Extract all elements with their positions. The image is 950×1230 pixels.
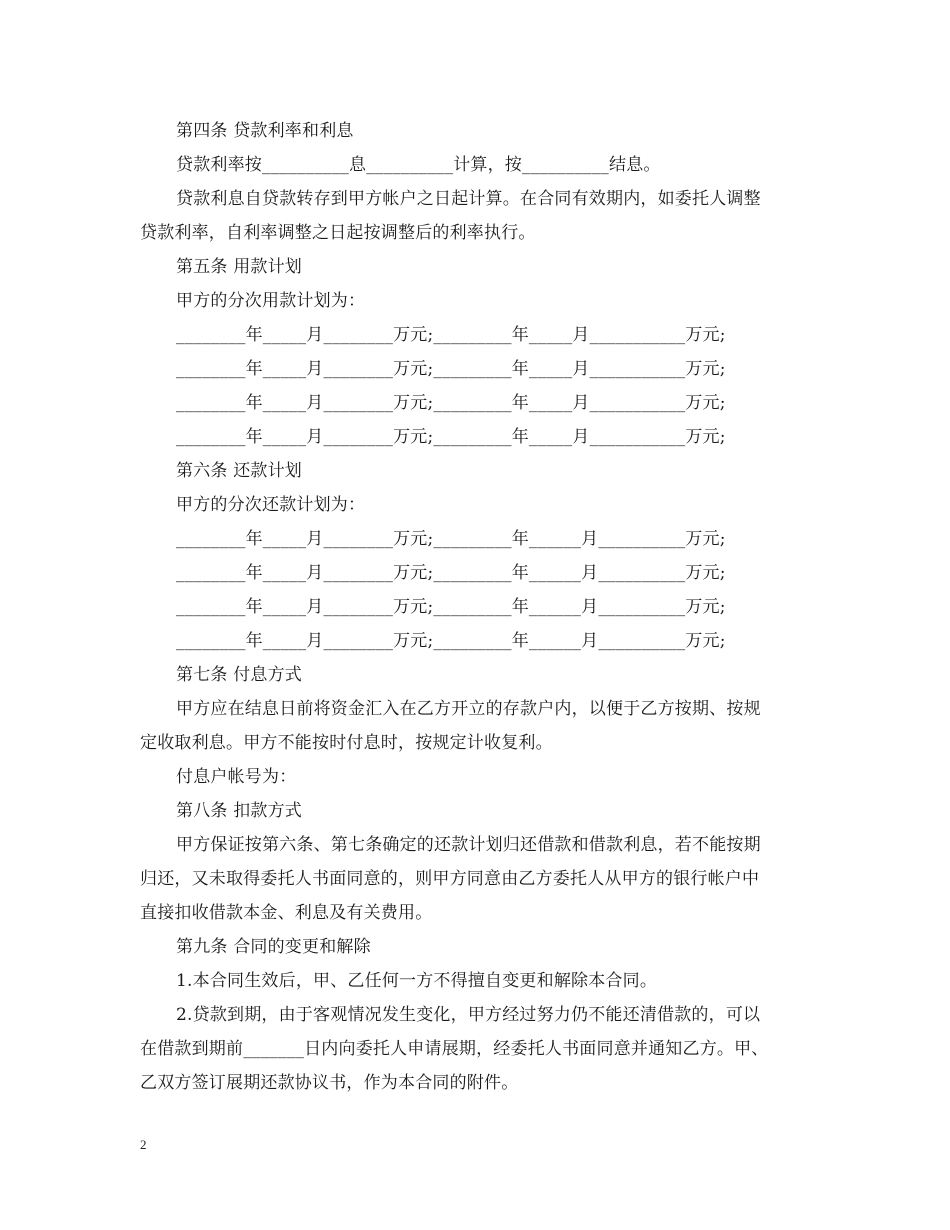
paragraph-line: 甲方保证按第六条、第七条确定的还款计划归还借款和借款利息，若不能按期 bbox=[176, 835, 761, 855]
article-7-heading: 第七条 付息方式 bbox=[176, 665, 303, 685]
paragraph-line: 在借款到期前_______日内向委托人申请展期，经委托人书面同意并通知乙方。甲、 bbox=[140, 1039, 769, 1059]
page-number: 2 bbox=[140, 1137, 147, 1152]
paragraph-line: 贷款利率，自利率调整之日起按调整后的利率执行。 bbox=[140, 223, 536, 243]
article-4-heading: 第四条 贷款利率和利息 bbox=[176, 121, 354, 141]
paragraph-line: 甲方的分次还款计划为： bbox=[176, 495, 366, 515]
paragraph-line: 归还，又未取得委托人书面同意的，则甲方同意由乙方委托人从甲方的银行帐户中 bbox=[140, 869, 760, 889]
paragraph-line: 贷款利率按__________息__________计算，按__________结息。 bbox=[176, 155, 661, 175]
schedule-line: ________年_____月________万元;_________年______月__________万元; bbox=[176, 529, 726, 549]
article-5-heading: 第五条 用款计划 bbox=[176, 257, 303, 277]
paragraph-line: 甲方的分次用款计划为： bbox=[176, 291, 366, 311]
schedule-line: ________年_____月________万元;_________年_____月___________万元; bbox=[176, 427, 726, 447]
paragraph-line: 1.本合同生效后，甲、乙任何一方不得擅自变更和解除本合同。 bbox=[176, 971, 658, 991]
schedule-line: ________年_____月________万元;_________年______月__________万元; bbox=[176, 563, 726, 583]
schedule-line: ________年_____月________万元;_________年______月__________万元; bbox=[176, 631, 726, 651]
paragraph-line: 定收取利息。甲方不能按时付息时，按规定计收复利。 bbox=[140, 733, 553, 753]
paragraph-line: 甲方应在结息日前将资金汇入在乙方开立的存款户内，以便于乙方按期、按规 bbox=[176, 699, 761, 719]
article-9-heading: 第九条 合同的变更和解除 bbox=[176, 937, 371, 957]
paragraph-line: 贷款利息自贷款转存到甲方帐户之日起计算。在合同有效期内，如委托人调整 bbox=[176, 189, 761, 209]
paragraph-line: 直接扣收借款本金、利息及有关费用。 bbox=[140, 903, 433, 923]
schedule-line: ________年_____月________万元;_________年_____月___________万元; bbox=[176, 359, 726, 379]
article-6-heading: 第六条 还款计划 bbox=[176, 461, 303, 481]
schedule-line: ________年_____月________万元;_________年_____月___________万元; bbox=[176, 325, 726, 345]
paragraph-line: 2.贷款到期，由于客观情况发生变化，甲方经过努力仍不能还清借款的，可以 bbox=[176, 1005, 761, 1025]
schedule-line: ________年_____月________万元;_________年______月__________万元; bbox=[176, 597, 726, 617]
article-8-heading: 第八条 扣款方式 bbox=[176, 801, 303, 821]
paragraph-line: 付息户帐号为： bbox=[176, 767, 297, 787]
schedule-line: ________年_____月________万元;_________年_____月___________万元; bbox=[176, 393, 726, 413]
paragraph-line: 乙双方签订展期还款协议书，作为本合同的附件。 bbox=[140, 1073, 519, 1093]
